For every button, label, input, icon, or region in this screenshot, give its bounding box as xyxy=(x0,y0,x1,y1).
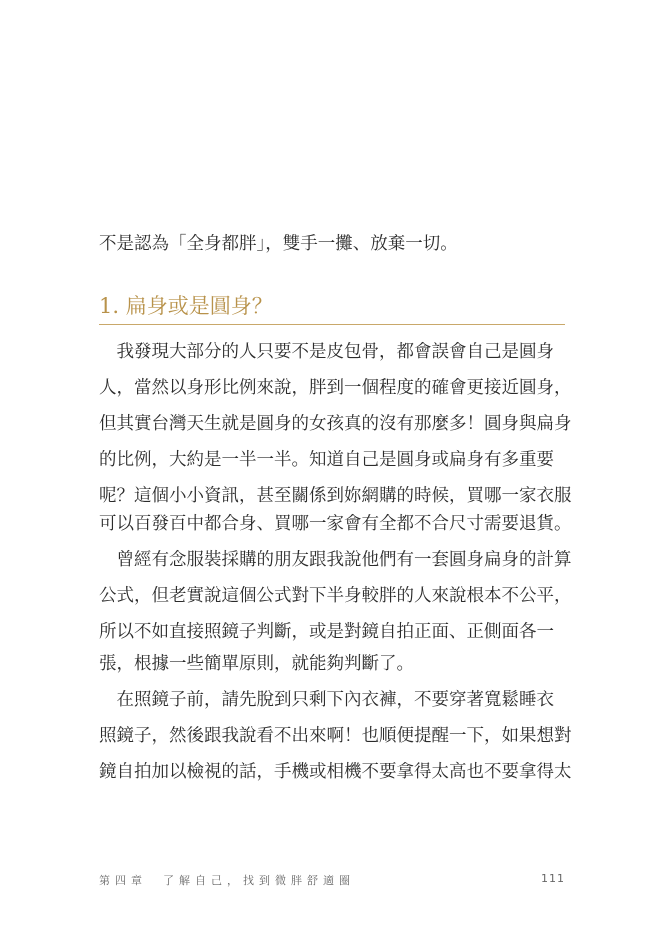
section-heading: 1. 扁身或是圓身？ xyxy=(99,294,273,318)
paragraph-line: 鏡自拍加以檢視的話，手機或相機不要拿得太高也不要拿得太 xyxy=(99,762,572,782)
page-footer xyxy=(99,872,565,890)
paragraph-line: 所以不如直接照鏡子判斷，或是對鏡自拍正面、正側面各一 xyxy=(99,622,554,642)
paragraph-line: 但其實台灣天生就是圓身的女孩真的沒有那麼多！圓身與扁身 xyxy=(99,414,572,434)
running-footer-chapter: 第四章 了解自己，找到微胖舒適圈 xyxy=(99,874,355,887)
paragraph-line: 在照鏡子前，請先脫到只剩下內衣褲，不要穿著寬鬆睡衣 xyxy=(99,690,554,710)
intro-line: 不是認為「全身都胖」，雙手一攤、放棄一切。 xyxy=(99,234,458,254)
paragraph-line: 人，當然以身形比例來說，胖到一個程度的確會更接近圓身， xyxy=(99,378,572,398)
paragraph-line: 公式，但老實說這個公式對下半身較胖的人來說根本不公平， xyxy=(99,586,572,606)
paragraph-line: 我發現大部分的人只要不是皮包骨，都會誤會自己是圓身 xyxy=(99,342,554,362)
paragraph-line: 呢？這個小小資訊，甚至關係到妳網購的時候，買哪一家衣服 xyxy=(99,486,572,506)
section-divider xyxy=(99,324,565,325)
paragraph-line: 照鏡子，然後跟我說看不出來啊！也順便提醒一下，如果想對 xyxy=(99,726,572,746)
paragraph-line: 可以百發百中都合身、買哪一家會有全都不合尺寸需要退貨。 xyxy=(99,514,572,534)
paragraph-line: 張，根據一些簡單原則，就能夠判斷了。 xyxy=(99,654,414,674)
page-number: 111 xyxy=(541,872,565,885)
paragraph-line: 的比例，大約是一半一半。知道自己是圓身或扁身有多重要 xyxy=(99,450,554,470)
paragraph-line: 曾經有念服裝採購的朋友跟我說他們有一套圓身扁身的計算 xyxy=(99,550,572,570)
